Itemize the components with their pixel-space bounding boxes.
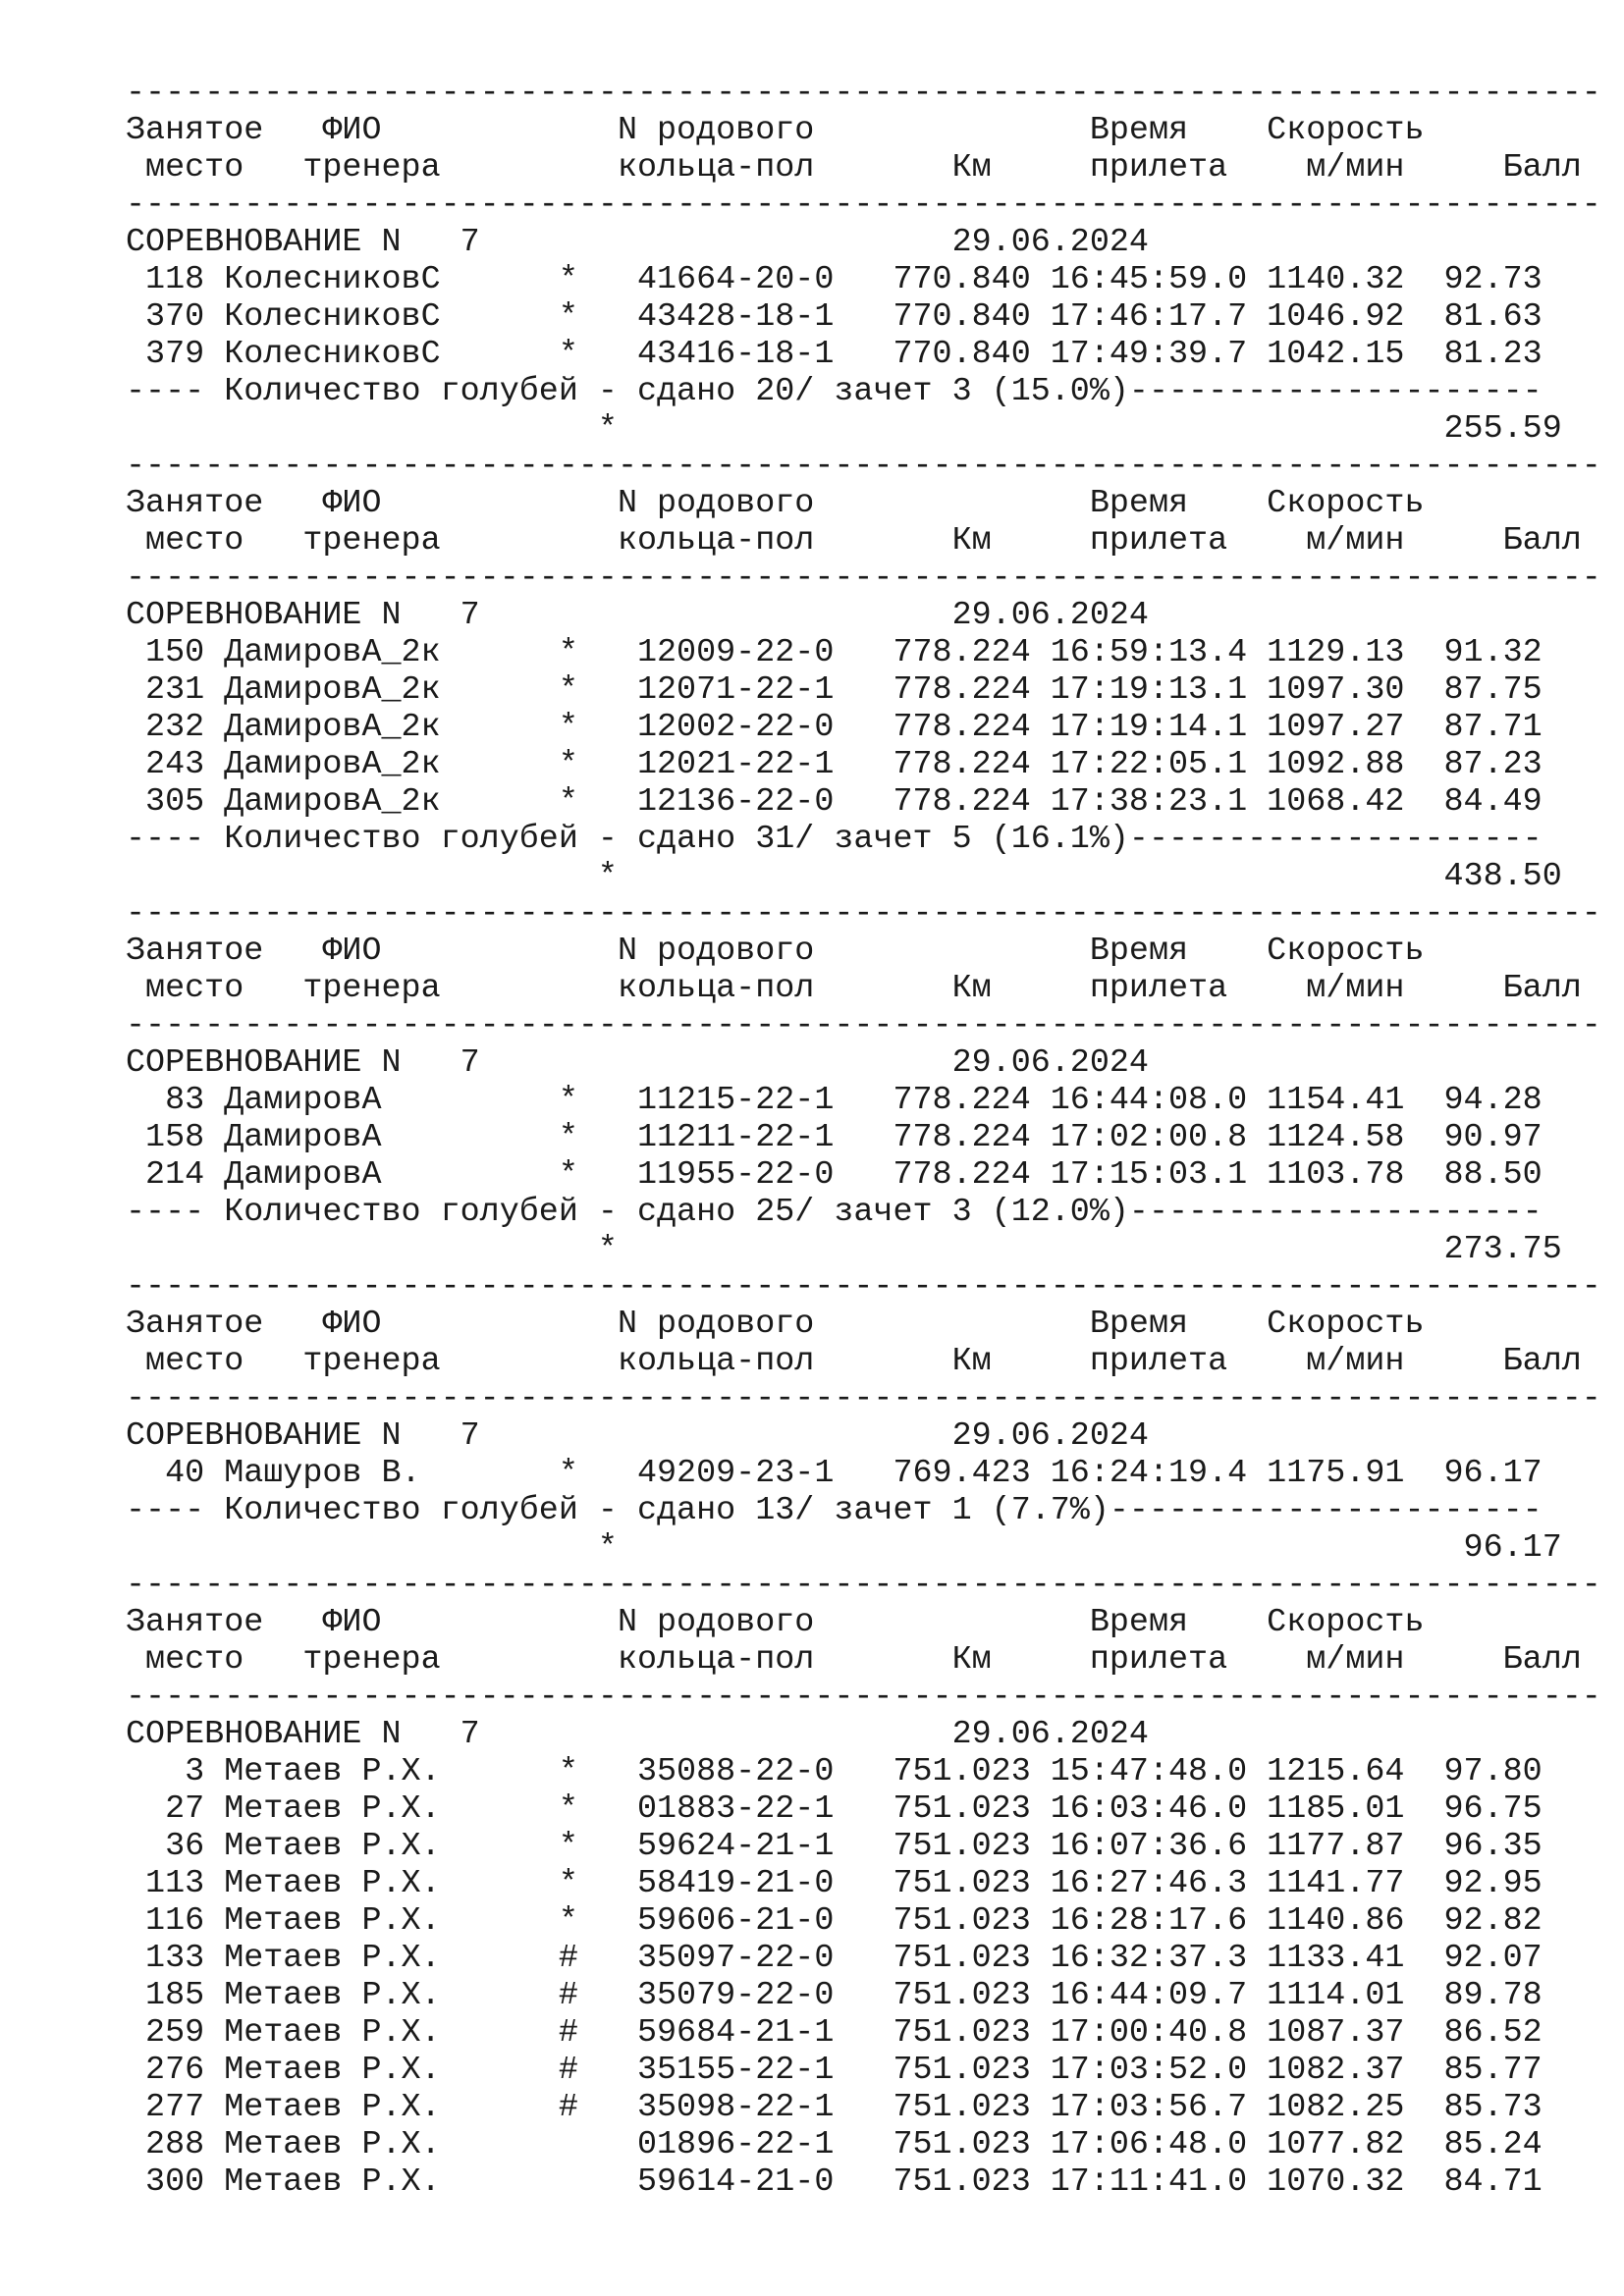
competition-title: СОРЕВНОВАНИЕ N 7 29.06.2024 <box>126 1044 1149 1082</box>
divider-line: --------------------------------------------------------------------------- <box>126 75 1601 112</box>
result-row: 232 ДамировА_2к * 12002-22-0 778.224 17:19:14.1 1097.27 87.71 <box>126 709 1543 746</box>
section-total: * 438.50 <box>126 858 1562 895</box>
result-row: 231 ДамировА_2к * 12071-22-1 778.224 17:19:13.1 1097.30 87.75 <box>126 671 1543 709</box>
section-summary: ---- Количество голубей - сдано 13/ зачет 1 (7.7%)---------------------- <box>126 1492 1543 1529</box>
column-header-line-1: Занятое ФИО N родового Время Скорость <box>126 933 1425 970</box>
divider-line: --------------------------------------------------------------------------- <box>126 187 1601 224</box>
divider-line: --------------------------------------------------------------------------- <box>126 448 1601 485</box>
column-header-line-2: место тренера кольца-пол Км прилета м/мин Балл <box>126 1343 1582 1380</box>
column-header-line-2: место тренера кольца-пол Км прилета м/мин Балл <box>126 970 1582 1007</box>
result-row: 27 Метаев Р.Х. * 01883-22-1 751.023 16:03:46.0 1185.01 96.75 <box>126 1790 1543 1828</box>
divider-line: --------------------------------------------------------------------------- <box>126 1007 1601 1044</box>
result-row: 300 Метаев Р.Х. 59614-21-0 751.023 17:11:41.0 1070.32 84.71 <box>126 2163 1543 2201</box>
divider-line: --------------------------------------------------------------------------- <box>126 1567 1601 1604</box>
divider-line: --------------------------------------------------------------------------- <box>126 1380 1601 1417</box>
column-header-line-2: место тренера кольца-пол Км прилета м/мин Балл <box>126 149 1582 187</box>
column-header-line-1: Занятое ФИО N родового Время Скорость <box>126 112 1425 149</box>
competition-title: СОРЕВНОВАНИЕ N 7 29.06.2024 <box>126 1716 1149 1753</box>
result-row: 113 Метаев Р.Х. * 58419-21-0 751.023 16:27:46.3 1141.77 92.95 <box>126 1865 1543 1902</box>
result-row: 214 ДамировА * 11955-22-0 778.224 17:15:03.1 1103.78 88.50 <box>126 1156 1543 1194</box>
result-row: 36 Метаев Р.Х. * 59624-21-1 751.023 16:07:36.6 1177.87 96.35 <box>126 1828 1543 1865</box>
result-row: 133 Метаев Р.Х. # 35097-22-0 751.023 16:32:37.3 1133.41 92.07 <box>126 1940 1543 1977</box>
column-header-line-1: Занятое ФИО N родового Время Скорость <box>126 1306 1425 1343</box>
result-row: 185 Метаев Р.Х. # 35079-22-0 751.023 16:44:09.7 1114.01 89.78 <box>126 1977 1543 2014</box>
column-header-line-1: Занятое ФИО N родового Время Скорость <box>126 485 1425 522</box>
result-row: 276 Метаев Р.Х. # 35155-22-1 751.023 17:03:52.0 1082.37 85.77 <box>126 2052 1543 2089</box>
divider-line: --------------------------------------------------------------------------- <box>126 1679 1601 1716</box>
section-summary: ---- Количество голубей - сдано 31/ зачет 5 (16.1%)--------------------- <box>126 821 1543 858</box>
result-row: 259 Метаев Р.Х. # 59684-21-1 751.023 17:00:40.8 1087.37 86.52 <box>126 2014 1543 2052</box>
result-row: 277 Метаев Р.Х. # 35098-22-1 751.023 17:03:56.7 1082.25 85.73 <box>126 2089 1543 2126</box>
divider-line: --------------------------------------------------------------------------- <box>126 895 1601 933</box>
result-row: 118 КолесниковС * 41664-20-0 770.840 16:45:59.0 1140.32 92.73 <box>126 261 1543 298</box>
column-header-line-2: место тренера кольца-пол Км прилета м/мин Балл <box>126 522 1582 560</box>
result-row: 243 ДамировА_2к * 12021-22-1 778.224 17:22:05.1 1092.88 87.23 <box>126 746 1543 783</box>
result-row: 150 ДамировА_2к * 12009-22-0 778.224 16:59:13.4 1129.13 91.32 <box>126 634 1543 671</box>
column-header-line-2: место тренера кольца-пол Км прилета м/мин Балл <box>126 1641 1582 1679</box>
result-row: 288 Метаев Р.Х. 01896-22-1 751.023 17:06:48.0 1077.82 85.24 <box>126 2126 1543 2163</box>
result-row: 158 ДамировА * 11211-22-1 778.224 17:02:00.8 1124.58 90.97 <box>126 1119 1543 1156</box>
competition-title: СОРЕВНОВАНИЕ N 7 29.06.2024 <box>126 224 1149 261</box>
section-total: * 96.17 <box>126 1529 1562 1567</box>
result-row: 116 Метаев Р.Х. * 59606-21-0 751.023 16:28:17.6 1140.86 92.82 <box>126 1902 1543 1940</box>
competition-title: СОРЕВНОВАНИЕ N 7 29.06.2024 <box>126 597 1149 634</box>
result-row: 3 Метаев Р.Х. * 35088-22-0 751.023 15:47:48.0 1215.64 97.80 <box>126 1753 1543 1790</box>
results-sheet <box>126 75 1601 2201</box>
column-header-line-1: Занятое ФИО N родового Время Скорость <box>126 1604 1425 1641</box>
result-row: 305 ДамировА_2к * 12136-22-0 778.224 17:38:23.1 1068.42 84.49 <box>126 783 1543 821</box>
divider-line: --------------------------------------------------------------------------- <box>126 560 1601 597</box>
section-total: * 273.75 <box>126 1231 1562 1268</box>
competition-title: СОРЕВНОВАНИЕ N 7 29.06.2024 <box>126 1417 1149 1455</box>
section-total: * 255.59 <box>126 410 1562 448</box>
section-summary: ---- Количество голубей - сдано 20/ зачет 3 (15.0%)--------------------- <box>126 373 1543 410</box>
section-summary: ---- Количество голубей - сдано 25/ зачет 3 (12.0%)--------------------- <box>126 1194 1543 1231</box>
result-row: 370 КолесниковС * 43428-18-1 770.840 17:46:17.7 1046.92 81.63 <box>126 298 1543 336</box>
result-row: 83 ДамировА * 11215-22-1 778.224 16:44:08.0 1154.41 94.28 <box>126 1082 1543 1119</box>
result-row: 40 Машуров В. * 49209-23-1 769.423 16:24:19.4 1175.91 96.17 <box>126 1455 1543 1492</box>
divider-line: --------------------------------------------------------------------------- <box>126 1268 1601 1306</box>
result-row: 379 КолесниковС * 43416-18-1 770.840 17:49:39.7 1042.15 81.23 <box>126 336 1543 373</box>
